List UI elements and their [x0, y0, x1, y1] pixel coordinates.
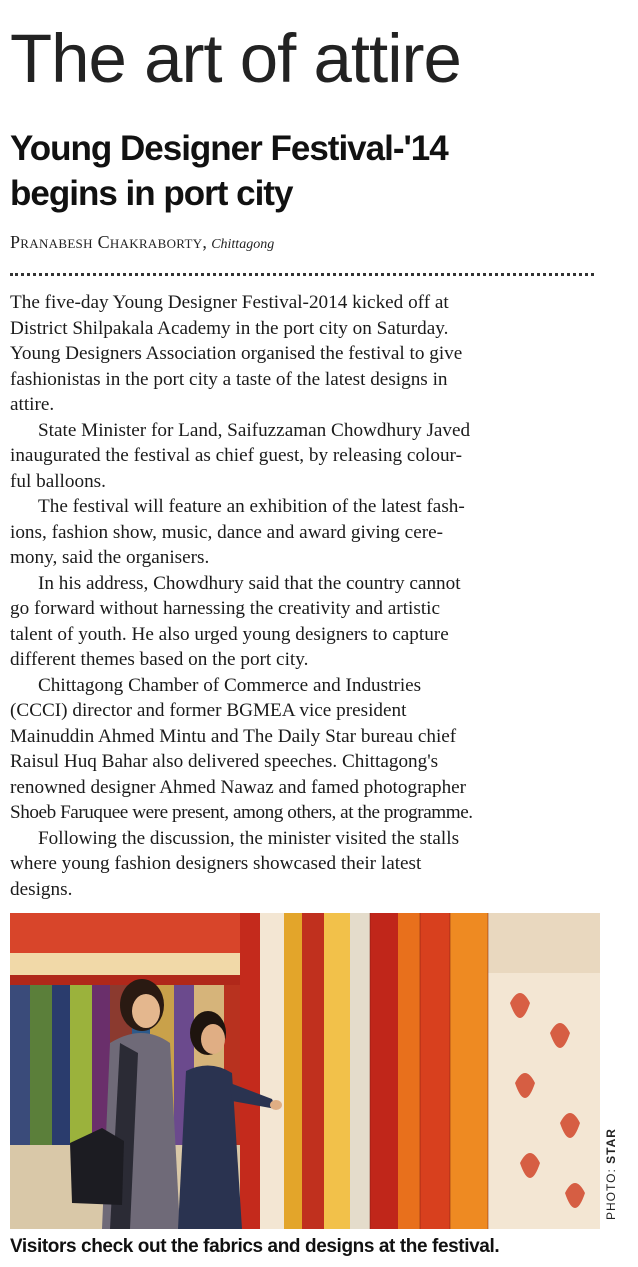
- byline: [10, 232, 274, 253]
- photo-credit-prefix: PHOTO:: [604, 1168, 618, 1220]
- festival-photo: [10, 913, 600, 1229]
- body-line: Chittagong Chamber of Commerce and Industries: [38, 674, 422, 696]
- body-line: District Shilpakala Academy in the port city on Saturday.: [10, 317, 449, 339]
- paragraph-5: [10, 673, 606, 826]
- photo-caption: Visitors check out the fabrics and designs at the festival.: [10, 1236, 500, 1257]
- body-line: different themes based on the port city.: [10, 649, 309, 670]
- article-body: [10, 290, 606, 902]
- headline: [10, 126, 620, 216]
- photo-credit-source: STAR: [604, 1128, 618, 1164]
- body-line: Young Designers Association organised the festival to give: [10, 343, 463, 364]
- body-line: ions, fashion show, music, dance and award giving cere-: [10, 521, 444, 543]
- body-line: attire.: [10, 394, 55, 415]
- paragraph-1: [10, 290, 606, 418]
- body-line: renowned designer Ahmed Nawaz and famed photographer: [10, 776, 467, 798]
- body-line: talent of youth. He also urged young designers to capture: [10, 623, 449, 645]
- body-line: mony, said the organisers.: [10, 547, 210, 568]
- body-line: ful balloons.: [10, 470, 106, 492]
- paragraph-6: [10, 826, 606, 903]
- section-title: The art of attire: [10, 20, 461, 97]
- paragraph-2: [10, 418, 606, 495]
- body-line: designs.: [10, 878, 73, 900]
- body-line: The festival will feature an exhibition of the latest fash-: [38, 496, 465, 517]
- photo-illustration: [10, 913, 600, 1229]
- dotted-divider: [10, 273, 594, 276]
- body-line: fashionistas in the port city a taste of the latest designs in: [10, 368, 448, 390]
- paragraph-4: [10, 571, 606, 673]
- headline-line-1: Young Designer Festival-'14: [10, 129, 448, 168]
- photo-credit: [604, 1128, 618, 1220]
- body-line: State Minister for Land, Saifuzzaman Chowdhury Javed: [38, 419, 471, 441]
- body-line: Mainuddin Ahmed Mintu and The Daily Star bureau chief: [10, 725, 457, 747]
- body-line: (CCCI) director and former BGMEA vice president: [10, 700, 407, 721]
- body-line: Raisul Huq Bahar also delivered speeches. Chittagong's: [10, 751, 439, 772]
- headline-line-2: begins in port city: [10, 174, 293, 213]
- paragraph-3: [10, 494, 606, 571]
- body-line: In his address, Chowdhury said that the country cannot: [38, 572, 461, 594]
- byline-author: Pranabesh Chakraborty,: [10, 232, 208, 252]
- body-line: Shoeb Faruquee were present, among others, at the programme.: [10, 802, 473, 823]
- body-line: Following the discussion, the minister visited the stalls: [38, 827, 460, 849]
- body-line: where young fashion designers showcased their latest: [10, 853, 422, 874]
- byline-location: Chittagong: [211, 237, 275, 252]
- body-line: inaugurated the festival as chief guest, by releasing colour-: [10, 445, 462, 466]
- body-line: The five-day Young Designer Festival-2014 kicked off at: [10, 292, 449, 313]
- body-line: go forward without harnessing the creativity and artistic: [10, 598, 440, 619]
